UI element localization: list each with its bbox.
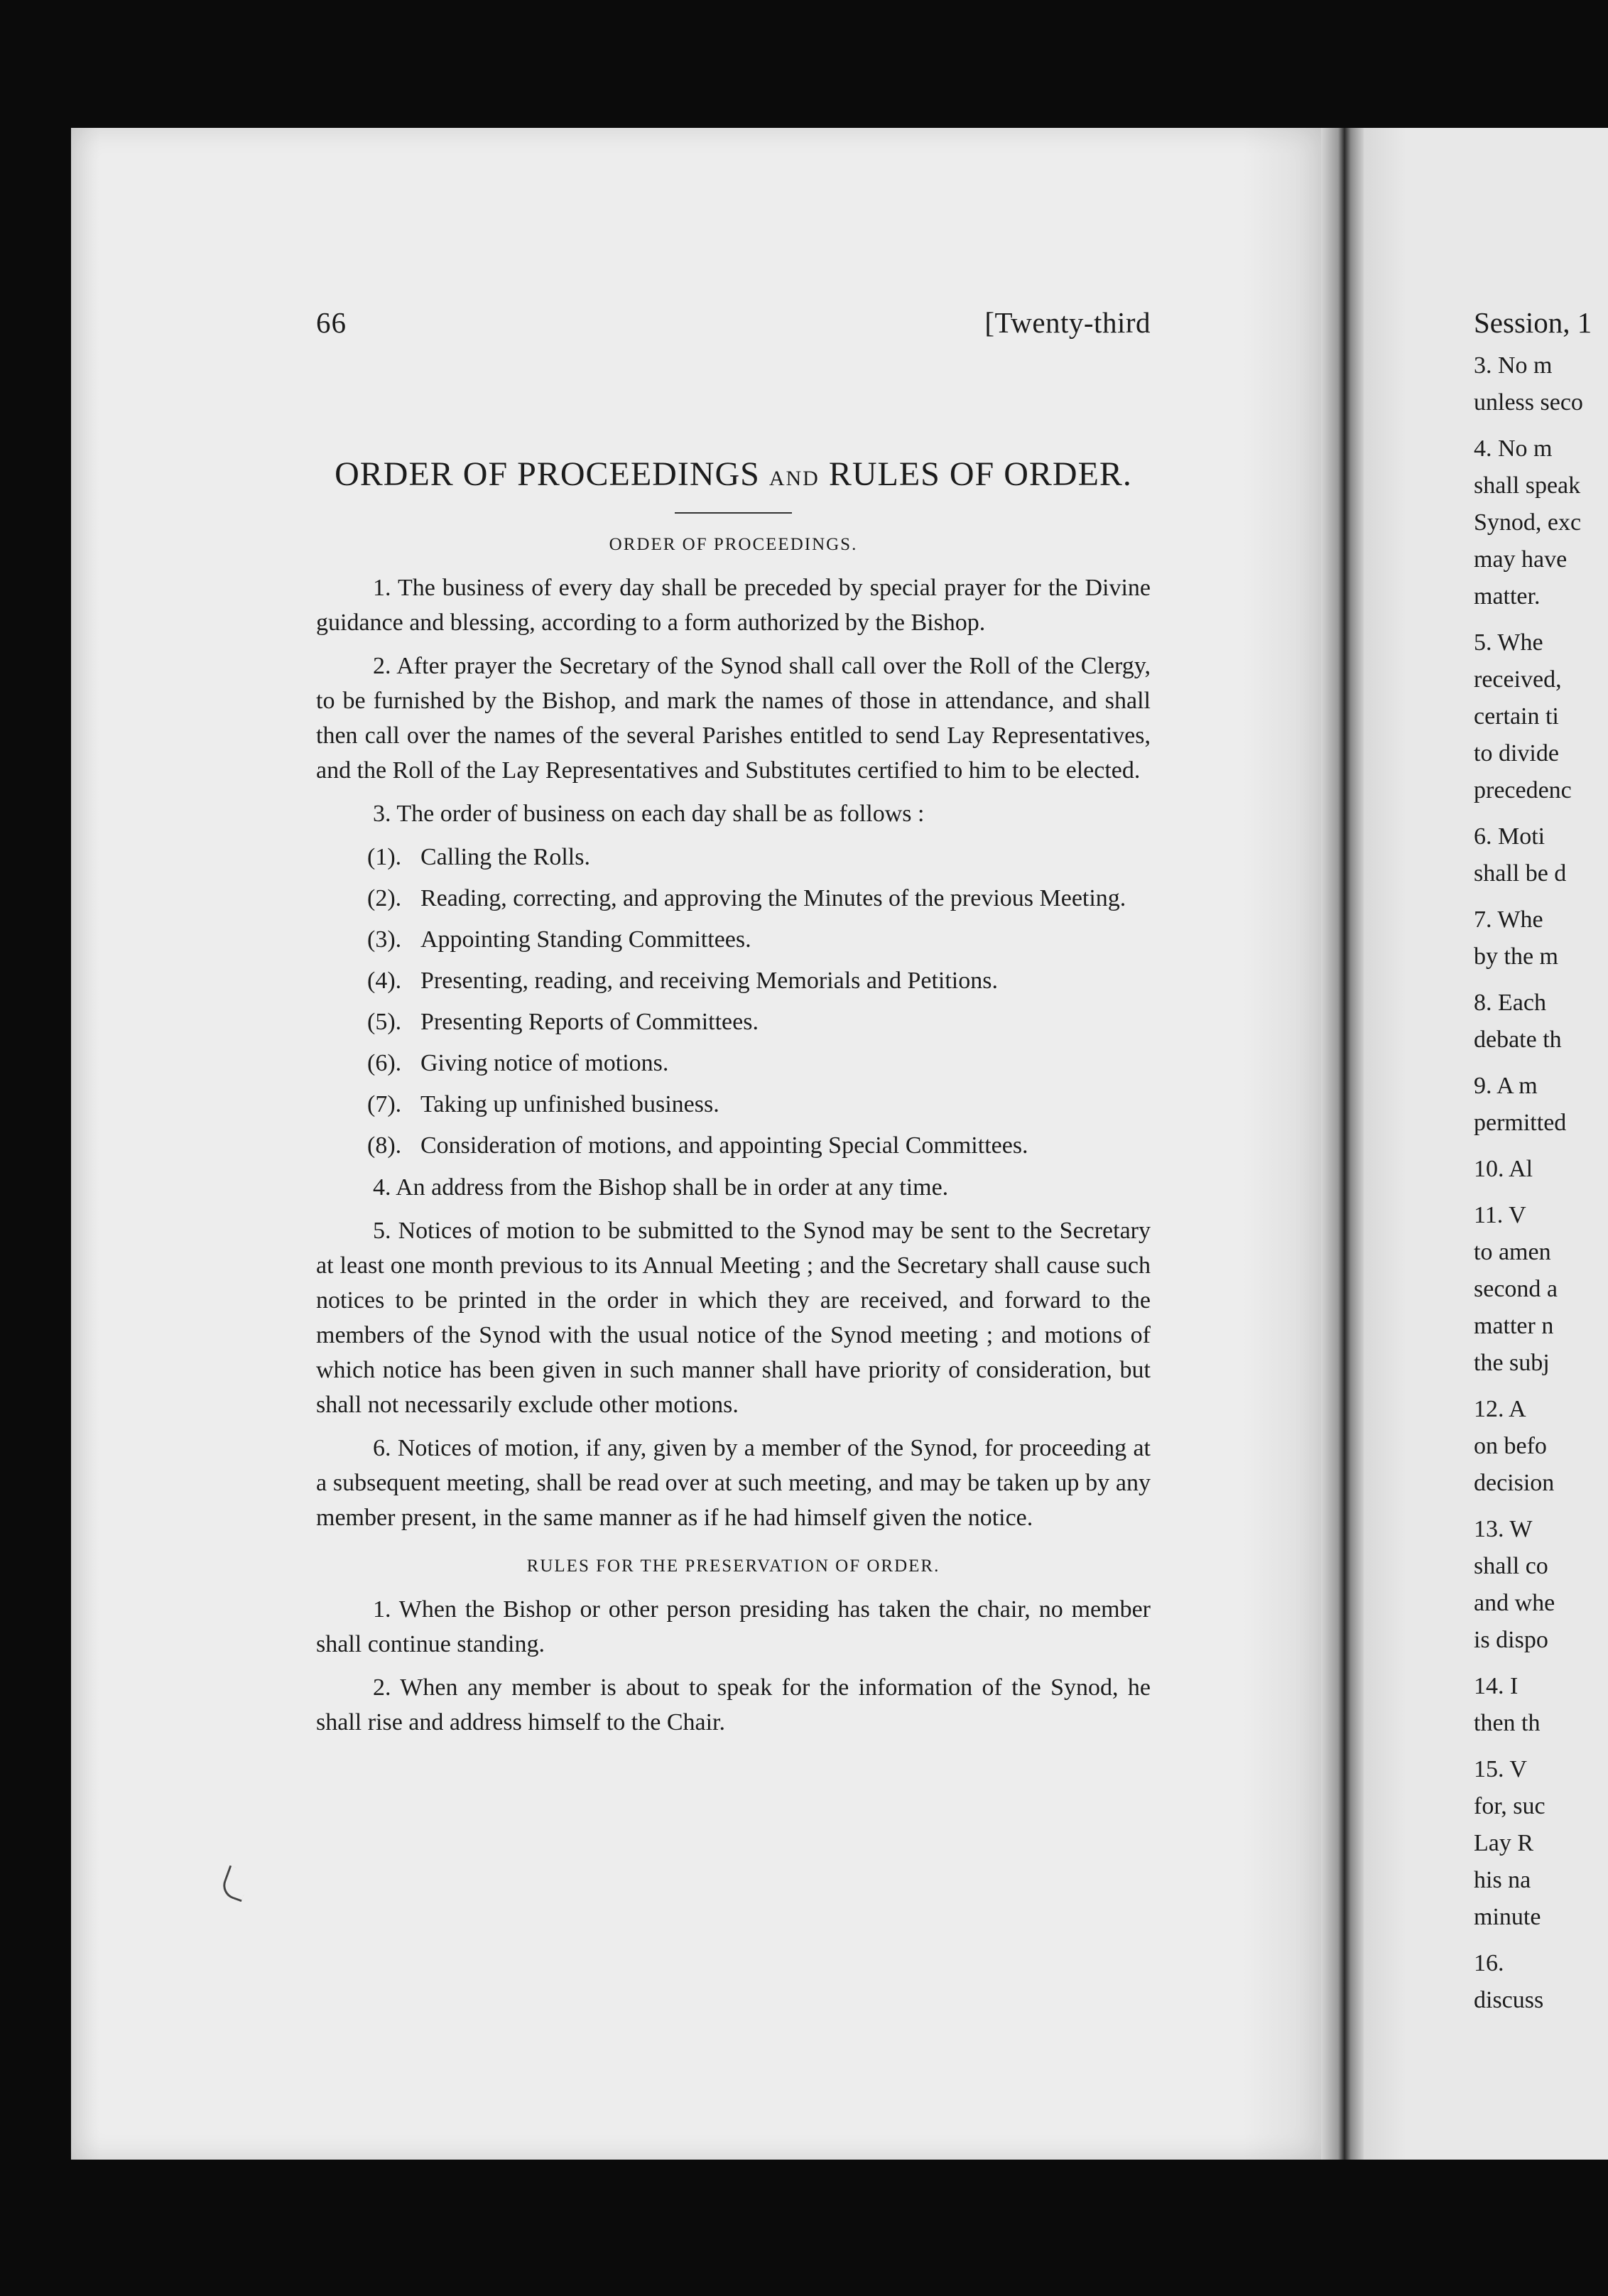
right-text-fragment: 6. Moti — [1474, 823, 1545, 850]
right-text-fragment: then th — [1474, 1710, 1541, 1736]
list-item-text: Appointing Standing Committees. — [420, 926, 751, 953]
page-title — [316, 455, 1151, 494]
list-item-number: (1). — [367, 844, 402, 870]
list-item-text: Giving notice of motions. — [420, 1050, 669, 1076]
paragraph: 3. The order of business on each day shall be as follows : — [373, 801, 925, 827]
list-item-text: Reading, correcting, and approving the Minutes of the previous Meeting. — [420, 885, 1126, 911]
right-text-fragment: to divide — [1474, 740, 1559, 767]
right-text-fragment: and whe — [1474, 1590, 1555, 1616]
right-text-fragment: for, suc — [1474, 1793, 1545, 1819]
list-item-number: (2). — [367, 885, 402, 911]
list-item-text: Presenting, reading, and receiving Memorials and Petitions. — [420, 968, 998, 994]
running-head: [Twenty-third — [984, 306, 1151, 339]
section-heading-proceedings: ORDER OF PROCEEDINGS. — [609, 535, 858, 554]
right-text-fragment: is dispo — [1474, 1627, 1548, 1653]
title-rule — [675, 512, 792, 514]
book-gutter — [1321, 128, 1364, 2160]
right-text-fragment: precedenc — [1474, 777, 1572, 803]
page-header — [316, 305, 1151, 348]
list-item-number: (5). — [367, 1009, 402, 1035]
right-text-fragment: decision — [1474, 1470, 1555, 1496]
right-running-head: Session, 1 — [1474, 306, 1592, 339]
list-item-text: Taking up unfinished business. — [420, 1091, 719, 1117]
paragraph: 2. After prayer the Secretary of the Synod shall call over the Roll of the Clergy, to be furnished by the Bishop, and mark the names of those in attendance, and shall then call over the names of the several Parishes entitled to send Lay Representatives, and the Roll of the Lay Representatives and Substitutes certified to him to be elected. — [316, 653, 1151, 784]
list-item — [316, 1128, 1151, 1163]
right-text-fragment: certain ti — [1474, 703, 1559, 730]
right-text-fragment: on befo — [1474, 1433, 1547, 1459]
list-item — [316, 1004, 1151, 1039]
list-item-number: (6). — [367, 1050, 402, 1076]
right-text-fragment: 10. Al — [1474, 1156, 1533, 1182]
right-text-fragment: 15. V — [1474, 1756, 1527, 1782]
right-text-fragment: Lay R — [1474, 1830, 1534, 1856]
right-text-fragment: received, — [1474, 666, 1562, 693]
right-text-fragment: 4. No m — [1474, 435, 1553, 462]
right-text-fragment: permitted — [1474, 1110, 1567, 1136]
right-text-fragment: 3. No m — [1474, 352, 1553, 379]
right-text-fragment: 8. Each — [1474, 990, 1546, 1016]
section-heading-rules: RULES FOR THE PRESERVATION OF ORDER. — [526, 1556, 940, 1576]
list-item-number: (7). — [367, 1091, 402, 1117]
list-item-number: (3). — [367, 926, 402, 953]
right-text-fragment: minute — [1474, 1904, 1541, 1930]
paragraph: 4. An address from the Bishop shall be in order at any time. — [373, 1174, 949, 1201]
right-text-fragment: may have — [1474, 546, 1568, 573]
right-text-fragment: 7. Whe — [1474, 906, 1543, 933]
right-text-fragment: by the m — [1474, 943, 1558, 970]
right-page-fragments — [1474, 348, 1608, 2018]
list-item-number: (4). — [367, 968, 402, 994]
right-text-fragment: discuss — [1474, 1987, 1544, 2013]
page-number: 66 — [316, 306, 347, 339]
right-text-fragment: 12. A — [1474, 1396, 1526, 1422]
right-text-fragment: 11. V — [1474, 1202, 1526, 1228]
right-text-fragment: 13. W — [1474, 1516, 1533, 1542]
paragraph: 1. When the Bishop or other person presiding has taken the chair, no member shall continue standing. — [316, 1596, 1151, 1657]
list-item-text: Calling the Rolls. — [420, 844, 590, 870]
paragraph: 2. When any member is about to speak for the information of the Synod, he shall rise and address himself to the Chair. — [316, 1674, 1151, 1735]
list-item — [316, 1087, 1151, 1122]
title-and: AND — [768, 467, 820, 490]
right-text-fragment: 16. — [1474, 1950, 1504, 1976]
right-text-fragment: the subj — [1474, 1350, 1550, 1376]
list-item — [316, 922, 1151, 957]
paragraph: 1. The business of every day shall be preceded by special prayer for the Divine guidance and blessing, according to a form authorized by the Bishop. — [316, 575, 1151, 636]
list-item — [316, 840, 1151, 874]
right-text-fragment: matter. — [1474, 583, 1541, 610]
right-text-fragment: 5. Whe — [1474, 629, 1543, 656]
paragraph: 6. Notices of motion, if any, given by a member of the Synod, for proceeding at a subsequent meeting, shall be read over at such meeting, and may be taken up by any member present, in the same manner as if he had himself given the notice. — [316, 1435, 1151, 1531]
paragraph: 5. Notices of motion to be submitted to the Synod may be sent to the Secretary at least one month previous to its Annual Meeting ; and the Secretary shall cause such notices to be printed in the order in which they are received, and forward to the members of the Synod with the usual notice of the Synod meeting ; and motions of which notice has been given in such manner shall have priority of consideration, but shall not necessarily exclude other motions. — [316, 1218, 1151, 1418]
right-text-fragment: unless seco — [1474, 389, 1583, 416]
left-page-text — [316, 305, 1151, 1748]
right-text-fragment: debate th — [1474, 1027, 1562, 1053]
right-text-fragment: second a — [1474, 1276, 1558, 1302]
order-of-business-list — [316, 840, 1151, 1163]
right-page-text — [1474, 305, 1608, 2020]
right-text-fragment: 9. A m — [1474, 1073, 1538, 1099]
list-item — [316, 881, 1151, 916]
right-text-fragment: to amen — [1474, 1239, 1551, 1265]
right-text-fragment: shall speak — [1474, 472, 1581, 499]
list-item — [316, 963, 1151, 998]
list-item — [316, 1046, 1151, 1081]
list-item-text: Presenting Reports of Committees. — [420, 1009, 759, 1035]
right-text-fragment: shall be d — [1474, 860, 1567, 887]
list-item-text: Consideration of motions, and appointing Special Committees. — [420, 1132, 1028, 1159]
right-text-fragment: shall co — [1474, 1553, 1548, 1579]
right-text-fragment: matter n — [1474, 1313, 1554, 1339]
title-part-1: ORDER OF PROCEEDINGS — [335, 455, 760, 493]
right-text-fragment: Synod, exc — [1474, 509, 1582, 536]
right-text-fragment: 14. I — [1474, 1673, 1519, 1699]
title-part-2: RULES OF ORDER. — [828, 455, 1132, 493]
list-item-number: (8). — [367, 1132, 402, 1159]
right-text-fragment: his na — [1474, 1867, 1531, 1893]
